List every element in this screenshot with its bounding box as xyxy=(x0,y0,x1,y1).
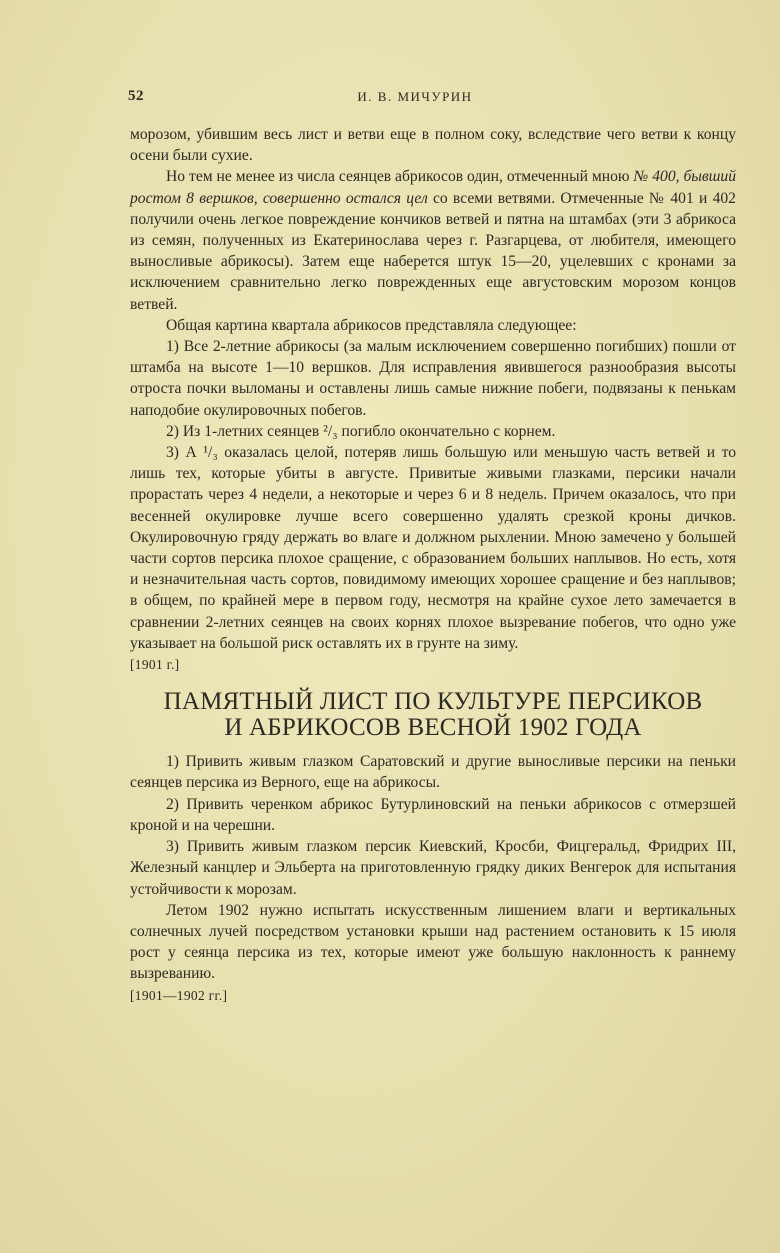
section-heading-line: И АБРИКОСОВ ВЕСНОЙ 1902 ГОДА xyxy=(224,714,642,742)
running-head-title: И. В. МИЧУРИН xyxy=(357,89,473,104)
paragraph: 1) Привить живым глазком Саратовский и другие выносливые персики на пеньки сеянцев персика из Верного, еще на абрикосы. xyxy=(130,753,736,792)
page-number: 52 xyxy=(128,88,144,104)
italic-emphasis: № 400, бывший ростом 8 вершков, совершенно остался цел xyxy=(130,168,736,207)
paragraph: 2) Из 1-летних сеянцев ²/₃ погибло окончательно с корнем. xyxy=(166,422,556,440)
running-head xyxy=(0,89,780,105)
paragraph: морозом, убившим весь лист и ветви еще в полном соку, вследствие чего ветви к концу осени были сухие. xyxy=(130,126,736,165)
paragraph: Общая картина квартала абрикосов представляла следующее: xyxy=(166,316,577,334)
paragraph: 3) Привить живым глазком персик Киевский, Кросби, Фицгеральд, Фридрих III, Железный канцлер и Эльберта на приготовленную грядку диких Венгерок для испытания устойчивости к морозам. xyxy=(130,838,736,898)
date-note: [1901 г.] xyxy=(130,657,180,673)
paragraph: Летом 1902 нужно испытать искусственным лишением влаги и вертикальных солнечных лучей посредством установки крыши над растением остановить к 15 июля рост у сеянца персика из тех, которые имеют уже большую наклонность к раннему вызреванию. xyxy=(130,901,736,983)
paragraph: 1) Все 2-летние абрикосы (за малым исключением совершенно погибших) пошли от штамба на высоте 1—10 вершков. Для исправления явившегося разнообразия высоты отроста почки выломаны и оставлены лишь самые нижние побеги, подвязаны к пенькам наподобие окулировочных побегов. xyxy=(130,338,736,419)
body-text xyxy=(130,124,736,1006)
paragraph: 3) А ¹/₃ оказалась целой, потеряв лишь большую или меньшую часть ветвей и то лишь тех, которые убиты в августе. Привитые живыми глазками, персики начали прорастать через 4 недели, а некоторые и через 6 и 8 недель. Причем оказалось, что при весенней окулировке лучше всего совершенно удалять срезкой кроны дичков. Окулировочную гряду держать во влаге и должном рыхлении. Мною замечено у большей части сортов персика плохое сращение, с образованием больших наплывов. Но есть, хотя и незначительная часть сортов, повидимому имеющих хорошее сращение и без наплывов; в общем, по крайней мере в первом году, несмотря на крайне сухое лето замечается в сравнении 2-летних сеянцев на своих корнях плохое вызревание побегов, что одно уже указывает на большой риск оставлять их в грунте на зиму. xyxy=(130,444,736,652)
paragraph-text: со всеми ветвями. Отмеченные № 401 и 402 получили очень легкое повреждение кончиков ветвей и пятна на штамбах (эти 3 абрикоса из семян, полученных из Екатеринослава через г. Разгарцева, от любителя, имеющего выносливые абрикосы). Затем еще наберется штук 15—20, уцелевших с кронами за исключением сравнительно легко поврежденных еще августовским морозом концов ветвей. xyxy=(130,189,736,313)
paragraph: 2) Привить черенком абрикос Бутурлиновский на пеньки абрикосов с отмерзшей кроной и на черешни. xyxy=(130,795,736,834)
date-note: [1901—1902 гг.] xyxy=(130,987,228,1003)
section-heading-line: ПАМЯТНЫЙ ЛИСТ ПО КУЛЬТУРЕ ПЕРСИКОВ xyxy=(163,688,703,716)
paragraph-text: Но тем не менее из числа сеянцев абрикосов один, отмеченный мною xyxy=(166,168,634,186)
section-heading xyxy=(130,689,736,741)
paragraph xyxy=(130,166,736,314)
